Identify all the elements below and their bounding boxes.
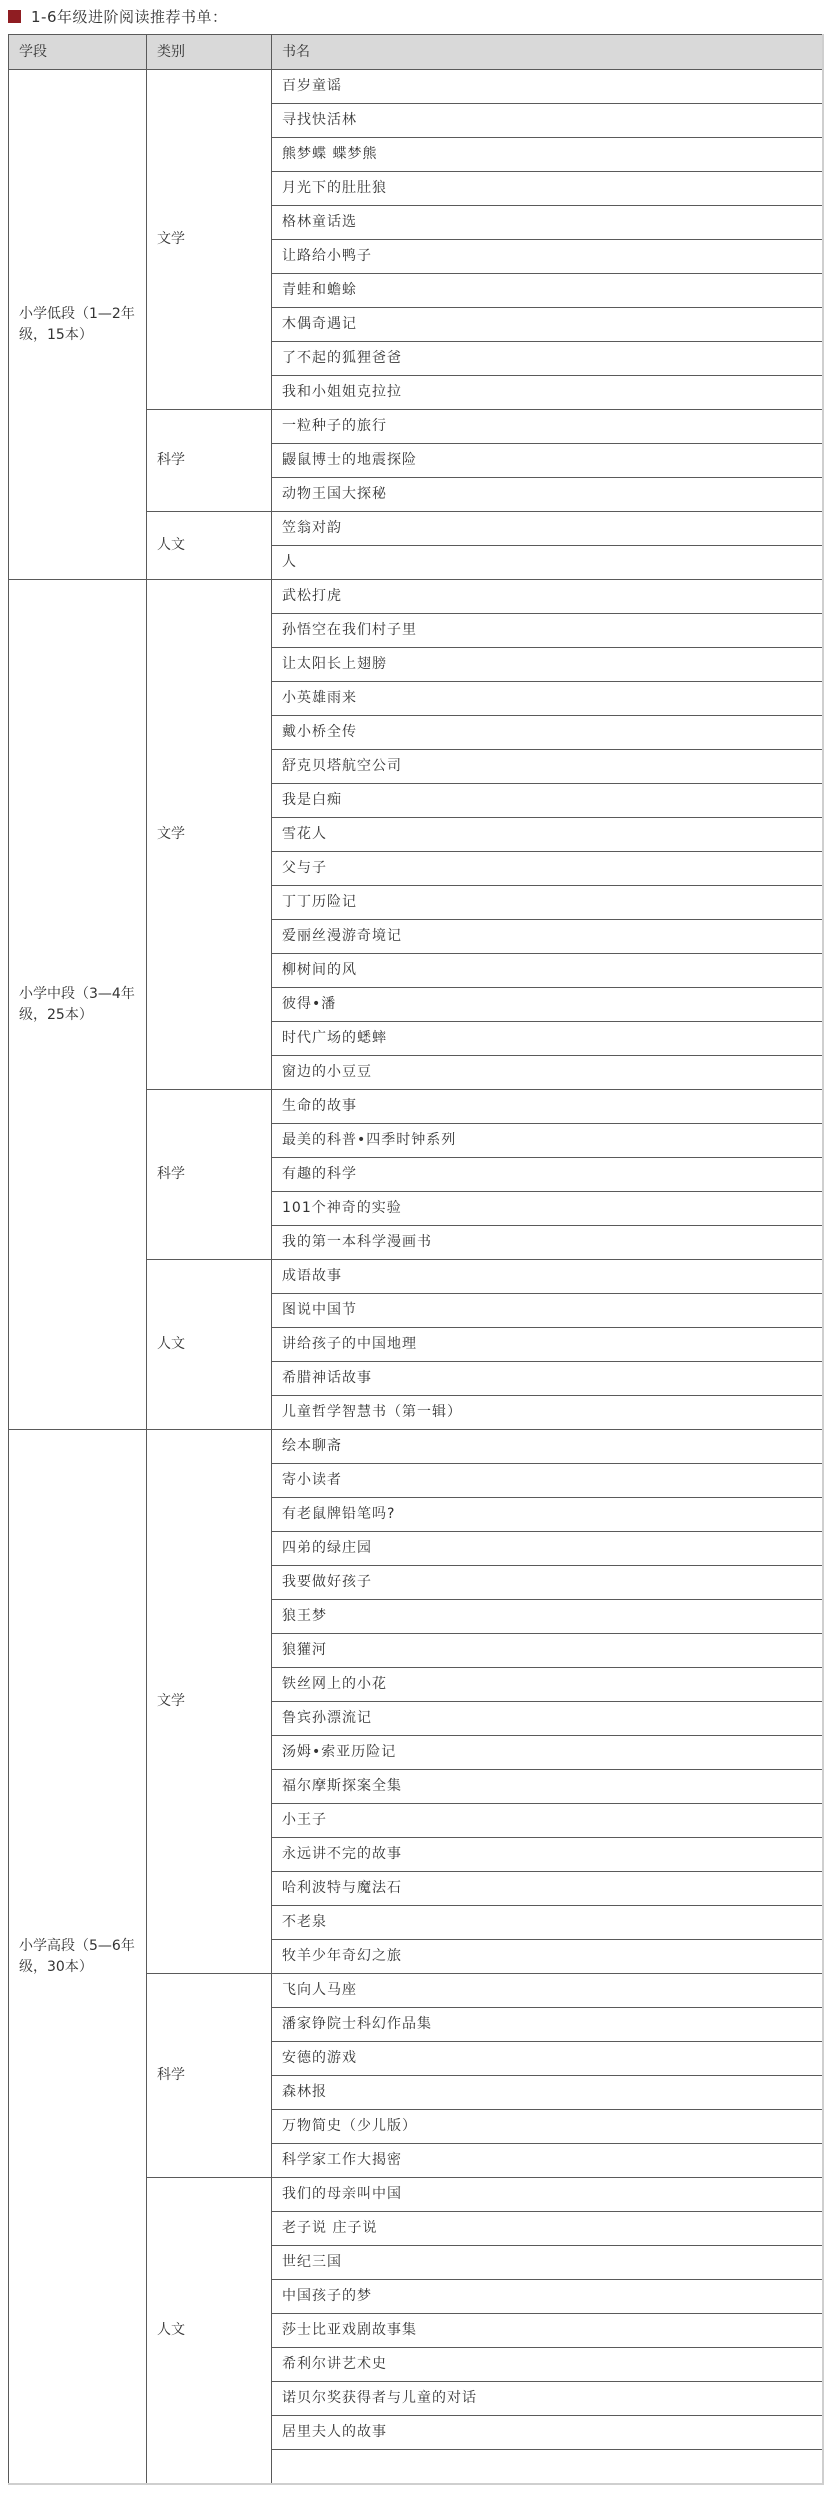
category-cell: 人文 — [147, 2178, 272, 2485]
book-title-cell: 让路给小鸭子 — [272, 240, 823, 274]
book-title-cell: 科学家工作大揭密 — [272, 2144, 823, 2178]
book-title-cell: 格林童话选 — [272, 206, 823, 240]
book-title-cell: 月光下的肚肚狼 — [272, 172, 823, 206]
book-title-cell: 丁丁历险记 — [272, 886, 823, 920]
book-title-cell: 四弟的绿庄园 — [272, 1532, 823, 1566]
heading-text: 1-6年级进阶阅读推荐书单： — [31, 7, 228, 26]
book-title-cell: 世纪三国 — [272, 2246, 823, 2280]
book-title-cell: 一粒种子的旅行 — [272, 410, 823, 444]
page-heading — [8, 6, 228, 26]
book-title-cell: 飞向人马座 — [272, 1974, 823, 2008]
table-header-row — [9, 35, 823, 70]
category-cell: 人文 — [147, 1260, 272, 1430]
book-title-cell: 狼王梦 — [272, 1600, 823, 1634]
book-title-cell: 有老鼠牌铅笔吗? — [272, 1498, 823, 1532]
book-title-cell: 福尔摩斯探案全集 — [272, 1770, 823, 1804]
book-title-cell: 孙悟空在我们村子里 — [272, 614, 823, 648]
book-title-cell: 彼得•潘 — [272, 988, 823, 1022]
book-title-cell: 了不起的狐狸爸爸 — [272, 342, 823, 376]
stage-cell: 小学高段（5—6年级，30本） — [9, 1430, 147, 2485]
book-title-cell: 最美的科普•四季时钟系列 — [272, 1124, 823, 1158]
category-cell: 文学 — [147, 70, 272, 410]
header-book-title: 书名 — [272, 35, 823, 70]
book-title-cell: 牧羊少年奇幻之旅 — [272, 1940, 823, 1974]
book-title-cell: 舒克贝塔航空公司 — [272, 750, 823, 784]
book-title-cell: 小英雄雨来 — [272, 682, 823, 716]
book-title-cell: 动物王国大探秘 — [272, 478, 823, 512]
stage-cell: 小学低段（1—2年级，15本） — [9, 70, 147, 580]
book-title-cell: 不老泉 — [272, 1906, 823, 1940]
header-category: 类别 — [147, 35, 272, 70]
book-title-cell: 我的第一本科学漫画书 — [272, 1226, 823, 1260]
book-title-cell: 哈利波特与魔法石 — [272, 1872, 823, 1906]
stage-cell: 小学中段（3—4年级，25本） — [9, 580, 147, 1430]
book-title-cell: 铁丝网上的小花 — [272, 1668, 823, 1702]
book-title-cell: 有趣的科学 — [272, 1158, 823, 1192]
book-title-cell: 讲给孩子的中国地理 — [272, 1328, 823, 1362]
book-title-cell: 爱丽丝漫游奇境记 — [272, 920, 823, 954]
book-title-cell: 101个神奇的实验 — [272, 1192, 823, 1226]
book-title-cell: 狼獾河 — [272, 1634, 823, 1668]
category-cell: 科学 — [147, 410, 272, 512]
table-row — [9, 1430, 823, 1464]
book-title-cell: 图说中国节 — [272, 1294, 823, 1328]
table-body — [9, 70, 823, 2485]
book-title-cell: 希利尔讲艺术史 — [272, 2348, 823, 2382]
category-cell: 科学 — [147, 1974, 272, 2178]
heading-marker-icon — [8, 10, 21, 23]
book-title-cell: 武松打虎 — [272, 580, 823, 614]
book-title-cell — [272, 2450, 823, 2485]
header-stage: 学段 — [9, 35, 147, 70]
category-cell: 人文 — [147, 512, 272, 580]
book-title-cell: 我和小姐姐克拉拉 — [272, 376, 823, 410]
book-title-cell: 百岁童谣 — [272, 70, 823, 104]
book-title-cell: 中国孩子的梦 — [272, 2280, 823, 2314]
book-title-cell: 鼹鼠博士的地震探险 — [272, 444, 823, 478]
category-cell: 科学 — [147, 1090, 272, 1260]
reading-list-table — [8, 34, 824, 2485]
book-title-cell: 熊梦蝶 蝶梦熊 — [272, 138, 823, 172]
book-title-cell: 安德的游戏 — [272, 2042, 823, 2076]
book-title-cell: 寄小读者 — [272, 1464, 823, 1498]
category-cell: 文学 — [147, 580, 272, 1090]
book-title-cell: 汤姆•索亚历险记 — [272, 1736, 823, 1770]
book-title-cell: 老子说 庄子说 — [272, 2212, 823, 2246]
book-title-cell: 青蛙和蟾蜍 — [272, 274, 823, 308]
book-title-cell: 父与子 — [272, 852, 823, 886]
book-title-cell: 永远讲不完的故事 — [272, 1838, 823, 1872]
book-title-cell: 寻找快活林 — [272, 104, 823, 138]
book-title-cell: 绘本聊斋 — [272, 1430, 823, 1464]
book-title-cell: 成语故事 — [272, 1260, 823, 1294]
book-title-cell: 诺贝尔奖获得者与儿童的对话 — [272, 2382, 823, 2416]
book-title-cell: 儿童哲学智慧书（第一辑） — [272, 1396, 823, 1430]
book-title-cell: 万物简史（少儿版） — [272, 2110, 823, 2144]
book-title-cell: 居里夫人的故事 — [272, 2416, 823, 2450]
book-title-cell: 鲁宾孙漂流记 — [272, 1702, 823, 1736]
book-title-cell: 我要做好孩子 — [272, 1566, 823, 1600]
book-title-cell: 笠翁对韵 — [272, 512, 823, 546]
book-title-cell: 森林报 — [272, 2076, 823, 2110]
book-title-cell: 我们的母亲叫中国 — [272, 2178, 823, 2212]
book-title-cell: 木偶奇遇记 — [272, 308, 823, 342]
book-title-cell: 希腊神话故事 — [272, 1362, 823, 1396]
book-title-cell: 莎士比亚戏剧故事集 — [272, 2314, 823, 2348]
category-cell: 文学 — [147, 1430, 272, 1974]
book-title-cell: 让太阳长上翅膀 — [272, 648, 823, 682]
book-title-cell: 潘家铮院士科幻作品集 — [272, 2008, 823, 2042]
book-title-cell: 雪花人 — [272, 818, 823, 852]
book-title-cell: 时代广场的蟋蟀 — [272, 1022, 823, 1056]
book-title-cell: 生命的故事 — [272, 1090, 823, 1124]
book-title-cell: 我是白痴 — [272, 784, 823, 818]
book-title-cell: 柳树间的风 — [272, 954, 823, 988]
book-title-cell: 窗边的小豆豆 — [272, 1056, 823, 1090]
book-title-cell: 戴小桥全传 — [272, 716, 823, 750]
book-title-cell: 人 — [272, 546, 823, 580]
table-row — [9, 70, 823, 104]
book-title-cell: 小王子 — [272, 1804, 823, 1838]
table-row — [9, 580, 823, 614]
